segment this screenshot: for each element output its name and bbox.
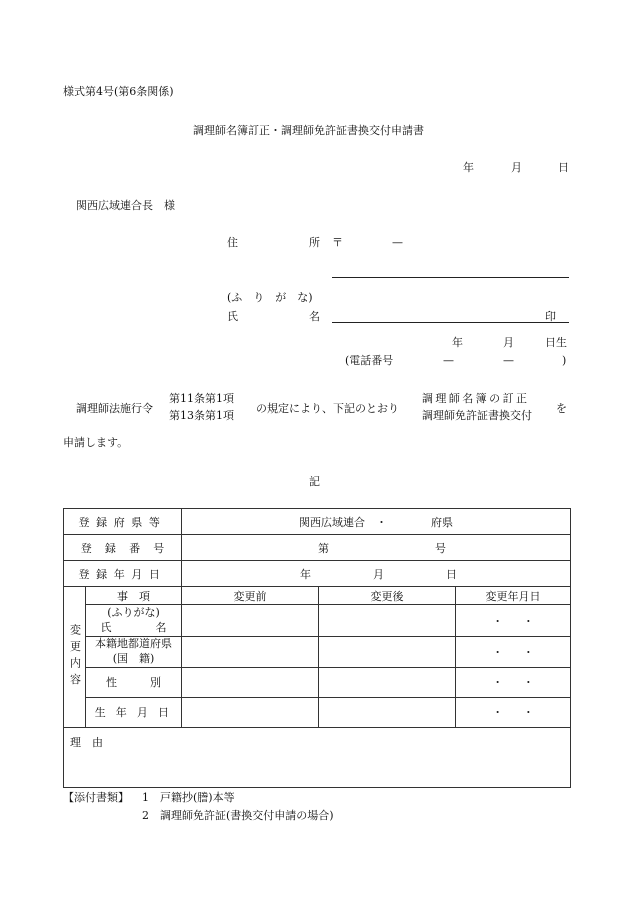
name-line[interactable]	[332, 322, 569, 323]
registration-pref-label: 登録府県等	[64, 509, 182, 535]
postal-dash: —	[392, 236, 403, 249]
row-domicile-item-line2: (国 籍)	[112, 651, 155, 665]
address-line[interactable]	[332, 277, 569, 278]
statement-article-1: 第11条第1項	[169, 392, 234, 405]
row-birthdate-before[interactable]	[182, 697, 319, 727]
registration-date-day: 日	[446, 567, 457, 581]
change-section-label-cell	[64, 587, 86, 728]
header-before: 変更前	[182, 587, 319, 605]
date-month-label: 月	[511, 161, 522, 174]
name-label-b: 名	[309, 310, 320, 323]
change-form-table	[63, 508, 571, 788]
registration-date-year: 年	[300, 567, 311, 581]
registration-date-month: 月	[373, 567, 384, 581]
registration-pref-value[interactable]: 関西広域連合 ・ 府県	[182, 509, 571, 535]
row-domicile-date[interactable]: ・・	[456, 637, 571, 668]
row-domicile-after[interactable]	[319, 637, 456, 668]
statement-middle: の規定により、下記のとおり	[256, 402, 399, 415]
row-domicile-item	[86, 637, 182, 668]
page-title: 調理師名簿訂正・調理師免許証書換交付申請書	[193, 124, 424, 137]
row-name-date[interactable]: ・・	[456, 605, 571, 637]
addressee: 関西広域連合長 様	[76, 199, 175, 212]
reason-field[interactable]	[64, 727, 571, 787]
date-day-label: 日	[558, 161, 569, 174]
statement-purpose-1: 調理師名簿の訂正	[422, 392, 530, 405]
row-birthdate-after[interactable]	[319, 697, 456, 727]
form-number: 様式第4号(第6条関係)	[63, 85, 174, 98]
statement-line-2: 申請します。	[63, 436, 129, 449]
phone-dash-2: —	[503, 354, 514, 367]
row-sex-date[interactable]: ・・	[456, 667, 571, 697]
phone-close: )	[562, 354, 567, 367]
address-label-b: 所	[309, 236, 320, 249]
reason-label: 理 由	[70, 735, 103, 749]
header-after: 変更後	[319, 587, 456, 605]
change-section-label: 変更内容	[68, 623, 82, 690]
attachment-1-text: 戸籍抄(謄)本等	[160, 791, 235, 804]
birth-month-label: 月	[503, 336, 514, 349]
row-domicile-item-line1: 本籍地都道府県	[95, 637, 172, 650]
registration-number-label: 登録番号	[64, 535, 182, 561]
ki-heading: 記	[309, 475, 320, 488]
postal-mark: 〒	[332, 236, 343, 249]
row-name-item	[86, 605, 182, 637]
attachment-2-text: 調理師免許証(書換交付申請の場合)	[160, 809, 334, 822]
row-birthdate-date[interactable]: ・・	[456, 697, 571, 727]
header-item: 事 項	[86, 587, 182, 605]
furigana-label: (ふ り が な)	[227, 291, 313, 304]
address-label-a: 住	[227, 236, 238, 249]
attachment-2-num: 2	[142, 809, 149, 822]
attachment-1-num: 1	[142, 791, 149, 804]
row-sex-item: 性 別	[86, 667, 182, 697]
row-sex-before[interactable]	[182, 667, 319, 697]
registration-number-field[interactable]	[182, 535, 571, 561]
registration-date-field[interactable]	[182, 561, 571, 587]
row-name-before[interactable]	[182, 605, 319, 637]
registration-date-label: 登録年月日	[64, 561, 182, 587]
birth-year-label: 年	[452, 336, 463, 349]
statement-prefix: 調理師法施行令	[76, 402, 153, 415]
registration-number-dai: 第	[318, 541, 329, 555]
row-name-item-line1: (ふりがな)	[107, 605, 160, 619]
date-year-label: 年	[463, 161, 474, 174]
birth-day-label: 日生	[545, 336, 567, 349]
row-name-after[interactable]	[319, 605, 456, 637]
phone-dash-1: —	[443, 354, 454, 367]
row-domicile-before[interactable]	[182, 637, 319, 668]
row-name-item-line2: 氏 名	[100, 620, 167, 634]
row-sex-after[interactable]	[319, 667, 456, 697]
phone-open: (電話番号	[345, 354, 394, 367]
attachments-label: 【添付書類】	[63, 791, 129, 804]
row-birthdate-item: 生 年 月 日	[86, 697, 182, 727]
header-change-date: 変更年月日	[456, 587, 571, 605]
name-label-a: 氏	[227, 310, 238, 323]
seal-mark: 印	[545, 310, 556, 323]
statement-purpose-2: 調理師免許証書換交付	[422, 409, 532, 422]
statement-article-2: 第13条第1項	[169, 409, 234, 422]
registration-number-go: 号	[435, 541, 446, 555]
statement-suffix: を	[556, 402, 567, 415]
